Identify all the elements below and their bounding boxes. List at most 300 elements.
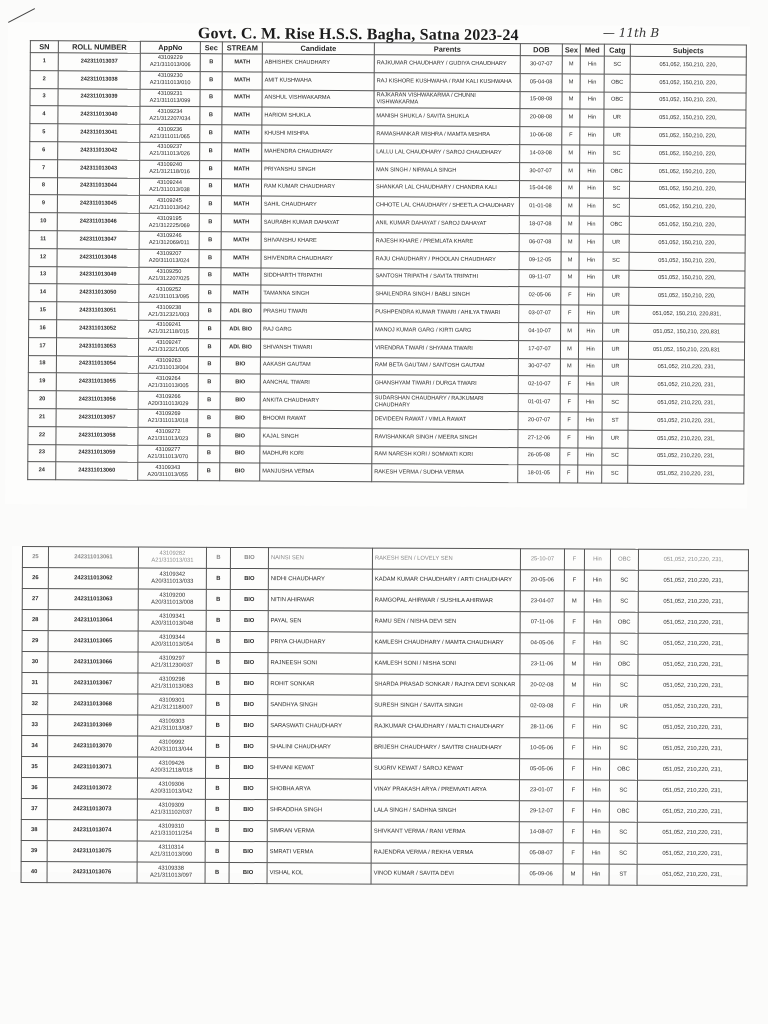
cell-roll-number: 242311013037 (58, 53, 140, 71)
appno-number: 43109244 (157, 179, 182, 187)
cell-subjects: 051,052, 150,210, 220, (629, 199, 745, 218)
cell-sec: B (206, 589, 230, 610)
cell-dob: 20-08-08 (520, 109, 562, 127)
cell-sec: B (199, 196, 221, 214)
cell-sn: 13 (29, 266, 57, 284)
cell-stream: BIO (229, 841, 267, 862)
cell-sn: 29 (22, 631, 48, 652)
cell-catg: SC (602, 448, 628, 466)
appno-code: A21/312225/069 (148, 222, 190, 229)
cell-dob: 18-07-08 (519, 216, 561, 234)
appno-code: A21/311013/083 (150, 683, 193, 690)
cell-catg: SC (610, 738, 638, 759)
cell-parents: GHANSHYAM TIWARI / DURGA TIWARI (372, 375, 518, 394)
cell-dob: 26-05-08 (518, 447, 560, 465)
cell-appno (140, 160, 200, 178)
cell-med: Hin (579, 305, 603, 323)
cell-med: Hin (580, 109, 604, 127)
cell-subjects: 051,052, 150,210, 220, (630, 110, 746, 129)
cell-sn: 39 (21, 841, 47, 862)
cell-catg: OBC (604, 163, 630, 181)
cell-subjects: 051,052, 150,210, 220, (630, 163, 746, 182)
cell-dob: 14-03-08 (520, 145, 562, 163)
cell-sec: B (198, 338, 220, 356)
appno-code: A21/311011/065 (149, 133, 190, 140)
appno-number: 43109266 (155, 393, 181, 400)
cell-catg: UR (603, 323, 629, 341)
cell-parents: SHANKAR LAL CHAUDHARY / CHANDRA KALI (373, 179, 519, 198)
cell-dob: 30-07-07 (518, 358, 560, 376)
cell-sex: F (560, 465, 578, 483)
cell-appno (138, 652, 206, 673)
cell-candidate: RAJNEESH SONI (268, 653, 372, 674)
col-stream: STREAM (222, 42, 262, 54)
cell-appno (139, 302, 199, 320)
cell-appno (138, 694, 206, 715)
cell-med: Hin (579, 323, 603, 341)
appno-number: 43109992 (158, 739, 185, 746)
cell-catg: SC (602, 465, 628, 483)
cell-sec: B (199, 285, 221, 303)
cell-sn: 4 (30, 106, 58, 124)
appno-code: A21/311013/095 (148, 293, 190, 300)
cell-roll-number: 242311013063 (48, 589, 138, 610)
cell-catg: SC (609, 780, 637, 801)
cell-sn: 16 (29, 320, 57, 338)
cell-parents: SUDARSHAN CHAUDHARY / RAJKUMARI CHAUDHARY (372, 393, 518, 412)
cell-sn: 34 (22, 736, 48, 757)
appno-number: 43109246 (156, 233, 182, 240)
col-subjects: Subjects (630, 44, 746, 57)
cell-subjects: 051,052, 210,220, 231, (637, 801, 747, 822)
cell-sex: M (563, 864, 583, 885)
cell-dob: 23-01-07 (519, 780, 563, 801)
cell-med: Hin (584, 696, 610, 717)
cell-sec: B (206, 736, 230, 757)
appno-code: A21/311013/038 (149, 186, 190, 194)
cell-parents: SHIVKANT VERMA / RANI VERMA (371, 821, 519, 843)
cell-catg: OBC (609, 759, 637, 780)
cell-sec: B (200, 143, 222, 161)
cell-catg: UR (610, 696, 638, 717)
appno-code: A21/311013/004 (148, 364, 189, 372)
cell-stream: MATH (221, 267, 261, 285)
appno-number: 43109342 (159, 571, 186, 578)
cell-dob: 02-03-08 (520, 696, 564, 717)
cell-dob: 20-07-07 (518, 412, 560, 430)
cell-appno (139, 213, 199, 231)
appno-number: 43109231 (157, 90, 183, 98)
cell-parents: RAKESH SEN / LOVELY SEN (372, 548, 520, 570)
cell-med: Hin (579, 234, 603, 252)
cell-catg: UR (602, 341, 628, 359)
cell-appno (139, 178, 199, 196)
cell-parents: RAJU CHAUDHARY / PHOOLAN CHAUDHARY (373, 251, 519, 270)
cell-sn: 15 (29, 302, 57, 320)
cell-subjects: 051,052, 210,220, 231, (638, 738, 748, 759)
cell-med: Hin (579, 181, 603, 199)
cell-parents: ANIL KUMAR DAHAYAT / SAROJ DAHAYAT (373, 215, 519, 234)
col-dob: DOB (520, 44, 562, 56)
cell-subjects: 051,052, 150,210, 220, (629, 270, 745, 289)
cell-med: Hin (578, 412, 602, 430)
cell-sn: 21 (28, 409, 56, 427)
cell-sex: M (562, 74, 580, 92)
appno-code: A21/312207/025 (148, 275, 190, 283)
cell-roll-number: 242311013070 (48, 736, 138, 757)
appno-code: A21/311013/006 (149, 62, 191, 69)
appno-code: A21/311013/018 (147, 418, 189, 425)
appno-code: A21/312118/015 (148, 329, 189, 336)
cell-roll-number: 242311013062 (48, 568, 138, 589)
cell-dob: 27-12-06 (518, 429, 560, 447)
cell-subjects: 051,052, 210,220, 231, (628, 377, 744, 396)
cell-sec: B (198, 374, 220, 392)
cell-catg: OBC (609, 801, 637, 822)
cell-sex: M (561, 252, 579, 270)
cell-roll-number: 242311013046 (57, 213, 139, 231)
cell-candidate: ABHISHEK CHAUDHARY (262, 54, 374, 72)
cell-roll-number: 242311013048 (57, 249, 139, 267)
cell-sec: B (200, 125, 222, 143)
cell-parents: RAMASHANKAR MISHRA / MAMTA MISHRA (374, 126, 520, 145)
cell-sec: B (199, 178, 221, 196)
cell-candidate: HARIOM SHUKLA (262, 107, 374, 125)
cell-candidate: PRASHU TIWARI (261, 303, 373, 321)
appno-code: A20/311013/055 (147, 471, 189, 478)
appno-code: A20/312118/018 (150, 767, 193, 774)
cell-roll-number: 242311013043 (58, 160, 140, 178)
cell-catg: UR (603, 270, 629, 288)
cell-candidate: NAINSI SEN (268, 548, 372, 569)
cell-roll-number: 242311013069 (48, 715, 138, 736)
cell-roll-number: 242311013040 (58, 106, 140, 124)
cell-parents: DEVIDEEN RAWAT / VIMLA RAWAT (372, 411, 518, 430)
cell-catg: SC (610, 633, 638, 654)
cell-sn: 14 (29, 284, 57, 302)
appno-code: A20/311013/042 (150, 788, 193, 795)
appno-number: 43109241 (156, 322, 182, 329)
cell-appno (137, 820, 205, 841)
cell-med: Hin (578, 465, 602, 483)
cell-sn: 22 (28, 426, 56, 444)
cell-dob: 14-08-07 (519, 822, 563, 843)
cell-catg: OBC (610, 612, 638, 633)
cell-appno (140, 107, 200, 125)
cell-candidate: SHIVENDRA CHAUDHARY (261, 250, 373, 268)
appno-code: A21/312321/003 (148, 311, 190, 318)
cell-subjects: 051,052, 150,210, 220, (629, 288, 745, 307)
cell-catg: UR (604, 127, 630, 145)
cell-sex: F (564, 549, 584, 570)
cell-candidate: SIMRAN VERMA (267, 821, 371, 842)
cell-appno (138, 673, 206, 694)
cell-stream: BIO (220, 392, 260, 410)
cell-sec: B (198, 410, 220, 428)
cell-subjects: 051,052, 210,220, 231, (628, 412, 744, 431)
appno-number: 43109297 (159, 655, 185, 662)
cell-parents: KAMLESH SONI / NISHA SONI (372, 653, 520, 675)
cell-stream: MATH (221, 285, 261, 303)
appno-code: A21/311013/097 (149, 872, 193, 879)
cell-med: Hin (583, 759, 609, 780)
cell-candidate: MADHURI KORI (260, 446, 372, 464)
cell-sec: B (206, 631, 230, 652)
cell-parents: RAJESH KHARE / PREMLATA KHARE (373, 233, 519, 252)
cell-catg: SC (603, 252, 629, 270)
cell-dob: 17-07-07 (518, 340, 560, 358)
table-row (21, 862, 747, 886)
cell-parents: SHARDA PRASAD SONKAR / RAJIYA DEVI SONKAR (372, 674, 520, 696)
cell-candidate: SMRATI VERMA (267, 842, 371, 863)
cell-appno (138, 568, 206, 589)
cell-appno (138, 356, 198, 374)
cell-roll-number: 242311013059 (56, 444, 138, 462)
cell-sec: B (200, 71, 222, 89)
cell-subjects: 051,052, 210,220, 231, (637, 864, 747, 885)
cell-sec: B (206, 610, 230, 631)
cell-candidate: RAM KUMAR CHAUDHARY (261, 179, 373, 197)
cell-parents: KADAM KUMAR CHAUDHARY / ARTI CHAUDHARY (372, 569, 520, 591)
cell-stream: MATH (222, 54, 262, 72)
cell-dob: 23-04-07 (520, 591, 564, 612)
cell-sex: F (563, 780, 583, 801)
cell-sex: M (562, 163, 580, 181)
cell-subjects: 051,052, 150,210, 220, (629, 252, 745, 271)
cell-catg: UR (602, 430, 628, 448)
cell-roll-number: 242311013050 (57, 284, 139, 302)
cell-med: Hin (583, 843, 609, 864)
cell-parents: MAN SINGH / NIRMALA SINGH (374, 162, 520, 181)
cell-roll-number: 242311013044 (57, 177, 139, 195)
cell-appno (138, 631, 206, 652)
cell-candidate: NITIN AHIRWAR (268, 590, 372, 611)
appno-number: 43109229 (157, 55, 183, 62)
cell-sex: F (564, 612, 584, 633)
cell-catg: SC (603, 199, 629, 217)
cell-sex: F (563, 801, 583, 822)
cell-catg: UR (602, 359, 628, 377)
cell-dob: 03-07-07 (519, 305, 561, 323)
cell-sec: B (205, 841, 229, 862)
appno-number: 43109247 (156, 340, 181, 347)
cell-sn: 38 (21, 820, 47, 841)
cell-med: Hin (578, 341, 602, 359)
cell-catg: SC (609, 843, 637, 864)
cell-dob: 15-04-08 (519, 180, 561, 198)
cell-stream: BIO (220, 410, 260, 428)
appno-code: A21/312069/011 (148, 240, 190, 247)
cell-sex: F (564, 738, 584, 759)
cell-med: Hin (584, 612, 610, 633)
appno-code: A21/311013/026 (149, 151, 191, 158)
cell-sex: F (564, 633, 584, 654)
cell-med: Hin (584, 675, 610, 696)
cell-candidate: MANJUSHA VERMA (260, 463, 372, 481)
cell-sex: F (560, 430, 578, 448)
cell-roll-number: 242311013051 (57, 302, 139, 320)
cell-appno (138, 610, 206, 631)
cell-stream: BIO (229, 778, 267, 799)
cell-candidate: PAYAL SEN (268, 611, 372, 632)
cell-catg: UR (603, 305, 629, 323)
cell-roll-number: 242311013049 (57, 266, 139, 284)
cell-appno (139, 231, 199, 249)
cell-med: Hin (583, 801, 609, 822)
cell-catg: UR (604, 110, 630, 128)
cell-roll-number: 242311013038 (58, 71, 140, 89)
cell-dob: 18-01-05 (518, 465, 560, 483)
cell-subjects: 051,052, 210,220, 231, (637, 843, 747, 864)
student-table-2 (21, 546, 749, 886)
cell-med: Hin (579, 287, 603, 305)
cell-dob: 05-09-06 (519, 864, 563, 885)
cell-med: Hin (583, 864, 609, 885)
cell-dob: 23-11-06 (520, 654, 564, 675)
cell-catg: SC (603, 181, 629, 199)
cell-stream: ADI. BIO (221, 303, 261, 321)
cell-sex: F (560, 447, 578, 465)
cell-dob: 29-12-07 (519, 801, 563, 822)
cell-appno (139, 196, 199, 214)
cell-med: Hin (584, 738, 610, 759)
appno-number: 43109426 (158, 760, 185, 767)
appno-number: 43109195 (156, 215, 182, 222)
cell-subjects: 051,052, 210,220, 231, (638, 549, 748, 570)
appno-code: A21/311013/023 (147, 435, 189, 443)
cell-subjects: 051,052, 150,210, 220,831 (629, 323, 745, 342)
cell-sec: B (206, 694, 230, 715)
cell-roll-number: 242311013054 (56, 355, 138, 373)
appno-code: A21/312118/007 (150, 704, 193, 711)
cell-parents: RAM NARESH KORI / SOMWATI KORI (372, 446, 518, 465)
cell-parents: RAJKUMAR CHAUDHARY / GUDIYA CHAUDHARY (374, 55, 520, 74)
cell-appno (139, 285, 199, 303)
cell-sex: F (564, 696, 584, 717)
cell-candidate: PRIYANSHU SINGH (262, 161, 374, 179)
cell-dob: 09-11-07 (519, 269, 561, 287)
cell-stream: MATH (222, 107, 262, 125)
cell-sec: B (205, 799, 229, 820)
cell-dob: 09-12-05 (519, 251, 561, 269)
cell-sec: B (199, 267, 221, 285)
cell-med: Hin (578, 430, 602, 448)
appno-code: A21/312321/005 (147, 347, 190, 354)
cell-candidate: SHIVANSHU KHARE (261, 232, 373, 250)
cell-appno (138, 391, 198, 409)
cell-candidate: AMIT KUSHWAHA (262, 72, 374, 90)
cell-parents: BRIJESH CHAUDHARY / SAVITRI CHAUDHARY (372, 737, 520, 759)
appno-code: A20/311013/044 (150, 746, 193, 753)
cell-sn: 37 (21, 799, 47, 820)
page-section-top (5, 22, 750, 509)
appno-code: A21/311013/010 (149, 80, 191, 87)
cell-stream: MATH (221, 196, 261, 214)
cell-sex: M (564, 591, 584, 612)
cell-candidate: SAURABH KUMAR DAHAYAT (261, 214, 373, 232)
cell-med: Hin (579, 270, 603, 288)
cell-catg: UR (602, 376, 628, 394)
cell-subjects: 051,052, 150,210, 220, (630, 74, 746, 93)
cell-candidate: SANDHYA SINGH (268, 695, 372, 716)
appno-code: A21/311011/254 (150, 830, 193, 837)
cell-sn: 27 (22, 589, 48, 610)
cell-roll-number: 242311013057 (56, 409, 138, 427)
cell-parents: SANTOSH TRIPATHI / SAVITA TRIPATHI (373, 268, 519, 287)
cell-stream: MATH (222, 72, 262, 90)
col-catg: Catg (604, 44, 630, 56)
cell-med: Hin (580, 56, 604, 74)
cell-sn: 30 (22, 652, 48, 673)
cell-roll-number: 242311013042 (58, 142, 140, 160)
cell-sec: B (206, 652, 230, 673)
table-row (28, 462, 744, 484)
col-appno: AppNo (140, 41, 200, 53)
cell-sn: 8 (29, 177, 57, 195)
cell-sec: B (200, 54, 222, 72)
cell-med: Hin (578, 359, 602, 377)
cell-candidate: VISHAL KOL (267, 863, 371, 884)
cell-appno (138, 736, 206, 757)
appno-code: A21/311013/087 (150, 725, 193, 732)
cell-parents: RAKESH VERMA / SUDHA VERMA (372, 464, 518, 483)
appno-number: 43110314 (158, 844, 184, 851)
cell-stream: BIO (229, 820, 267, 841)
cell-roll-number: 242311013060 (56, 462, 138, 480)
cell-subjects: 051,052, 150,210, 220,831 (628, 341, 744, 360)
cell-sn: 3 (30, 88, 58, 106)
cell-stream: MATH (221, 250, 261, 268)
cell-parents: LALLU LAL CHAUDHARY / SAROJ CHAUDHARY (374, 144, 520, 163)
appno-number: 43109309 (158, 802, 185, 809)
cell-sex: M (564, 654, 584, 675)
cell-sec: B (200, 89, 222, 107)
cell-sex: M (560, 358, 578, 376)
cell-stream: BIO (229, 862, 267, 883)
cell-parents: VINOD KUMAR / SAVITA DEVI (371, 863, 519, 885)
cell-appno (140, 142, 200, 160)
cell-dob: 20-02-08 (520, 675, 564, 696)
cell-stream: BIO (230, 715, 268, 736)
cell-catg: SC (604, 56, 630, 74)
cell-stream: BIO (230, 568, 268, 589)
cell-stream: BIO (220, 445, 260, 463)
appno-code: A21/311230/037 (150, 662, 194, 669)
cell-med: Hin (579, 216, 603, 234)
cell-appno (139, 249, 199, 267)
cell-stream: BIO (220, 428, 260, 446)
cell-sex: M (564, 675, 584, 696)
cell-roll-number: 242311013064 (48, 610, 138, 631)
cell-appno (138, 445, 198, 463)
cell-sn: 31 (22, 673, 48, 694)
cell-dob: 06-07-08 (519, 234, 561, 252)
cell-appno (137, 778, 205, 799)
appno-number: 43109306 (158, 781, 185, 788)
cell-roll-number: 242311013068 (48, 694, 138, 715)
cell-stream: BIO (229, 799, 267, 820)
appno-number: 43109303 (158, 718, 185, 725)
cell-parents: VINAY PRAKASH ARYA / PREMVATI ARYA (371, 779, 519, 801)
appno-code: A21/311102/037 (150, 809, 193, 816)
cell-roll-number: 242311013056 (56, 391, 138, 409)
appno-code: A21/312118/016 (149, 169, 190, 176)
appno-number: 43109252 (156, 286, 182, 293)
appno-number: 43109230 (157, 73, 183, 80)
cell-med: Hin (578, 448, 602, 466)
appno-code: A20/311013/008 (151, 599, 194, 606)
cell-roll-number: 242311013061 (48, 547, 138, 568)
